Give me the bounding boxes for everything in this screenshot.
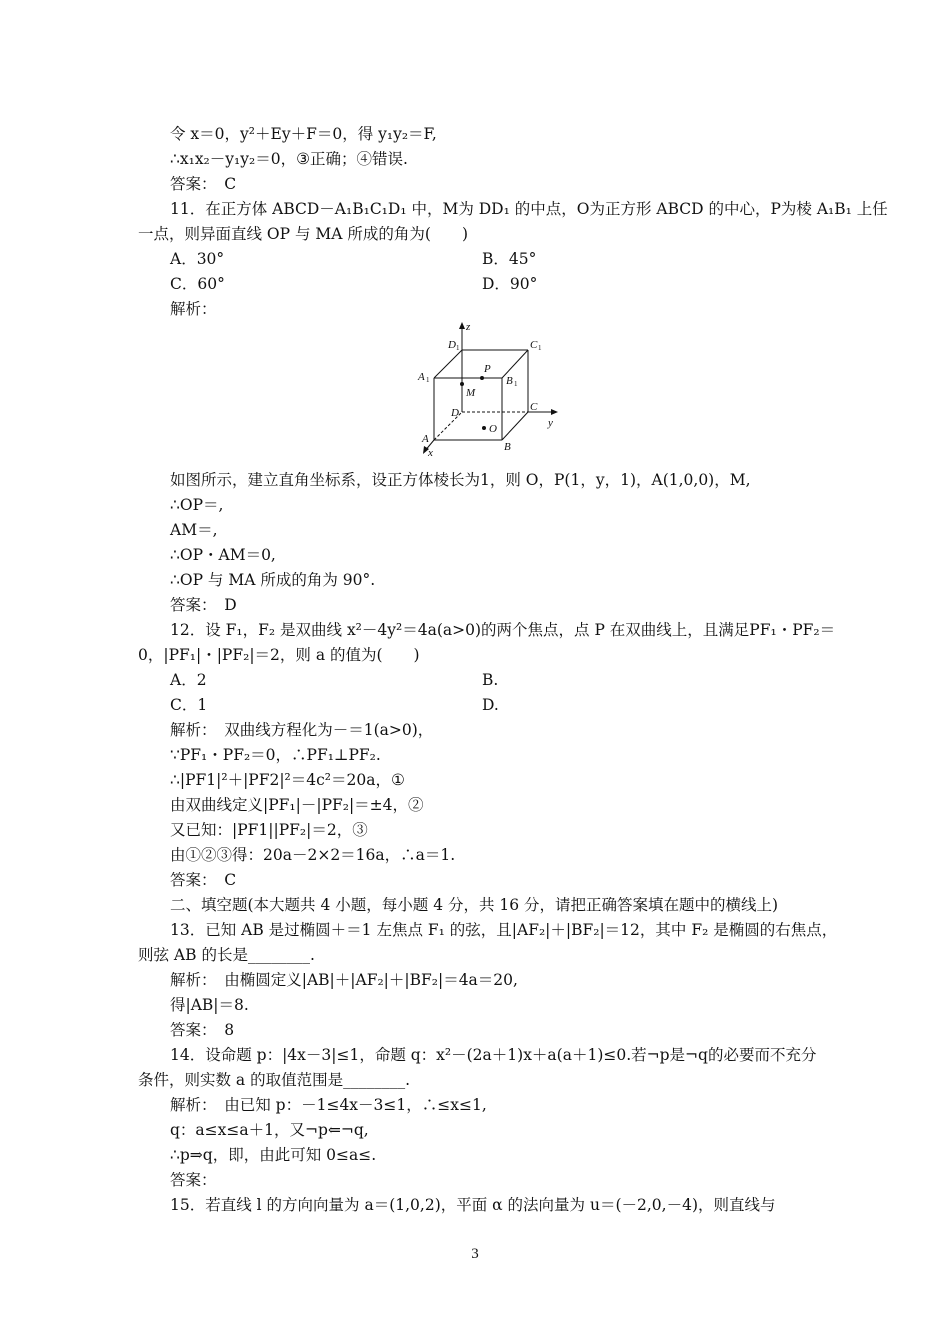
option-b: B．45° [482,250,537,268]
answer-line: 答案： D [170,596,237,614]
svg-text:D: D [448,339,456,351]
svg-text:D: D [451,407,459,419]
svg-text:B: B [506,375,513,387]
answer-line: 答案： C [170,871,237,889]
text-line: ∴OP・AM＝0, [170,546,276,564]
analysis-label: 解析： [170,300,217,318]
svg-text:y: y [548,417,553,429]
svg-text:1: 1 [538,344,542,352]
svg-text:x: x [428,447,433,458]
svg-text:M: M [466,387,476,399]
svg-text:B: B [504,441,511,453]
text-line: 得|AB|＝8. [170,996,249,1014]
svg-text:z: z [466,321,471,333]
text-line: 条件，则实数 a 的取值范围是________. [138,1071,411,1089]
option-a: A．2 [170,671,207,689]
svg-text:O: O [489,423,497,435]
answer-line: 答案： 8 [170,1021,235,1039]
text-line: 由①②③得：20a－2×2＝16a，∴a＝1. [170,846,456,864]
answer-line: 答案： [170,1171,217,1189]
text-line: ∵PF₁・PF₂＝0，∴PF₁⊥PF₂. [170,746,381,764]
text-line: q：a≤x≤a＋1，又¬p⇐¬q, [170,1121,369,1139]
text-line: 解析： 双曲线方程化为－＝1(a>0)， [170,721,434,739]
section-heading: 二、填空题(本大题共 4 小题，每小题 4 分，共 16 分，请把正确答案填在题中的横线上) [170,896,779,914]
text-line: 又已知：|PF1||PF₂|＝2，③ [170,821,368,839]
question-12: 12．设 F₁，F₂ 是双曲线 x²－4y²＝4a(a>0)的两个焦点，点 P 在双曲线上，且满足PF₁・PF₂＝ [170,621,836,639]
text-line: 解析： 由已知 p：－1≤4x－3≤1，∴≤x≤1, [170,1096,487,1114]
text-line: ∴|PF1|²＋|PF2|²＝4c²＝20a，① [170,771,405,789]
text-line: 如图所示，建立直角坐标系，设正方体棱长为1，则 O，P(1，y，1)，A(1,0,0)，M, [170,471,751,489]
answer-line: 答案： C [170,175,237,193]
question-11: 11．在正方体 ABCD－A₁B₁C₁D₁ 中，M为 DD₁ 的中点，O为正方形 ABCD 的中心，P为棱 A₁B₁ 上任 [170,200,888,218]
svg-text:A: A [422,433,429,445]
question-14: 14．设命题 p：|4x－3|≤1，命题 q：x²－(2a＋1)x＋a(a＋1)≤0.若¬p是¬q的必要而不充分 [170,1046,817,1064]
text-line: 一点，则异面直线 OP 与 MA 所成的角为( ) [138,225,469,243]
option-d: D．90° [482,275,538,293]
svg-text:A: A [418,371,425,383]
text-line: 令 x＝0，y²＋Ey＋F＝0，得 y₁y₂＝F, [170,125,437,143]
svg-text:1: 1 [426,376,430,384]
cube-figure [410,318,570,458]
svg-text:C: C [530,339,538,351]
svg-text:1: 1 [456,344,460,352]
text-line: 则弦 AB 的长是________. [138,946,315,964]
question-13: 13．已知 AB 是过椭圆＋＝1 左焦点 F₁ 的弦，且|AF₂|＋|BF₂|＝12，其中 F₂ 是椭圆的右焦点， [170,921,838,939]
text-line: ∴OP＝, [170,496,224,514]
question-15: 15．若直线 l 的方向向量为 a＝(1,0,2)，平面 α 的法向量为 u＝(－2,0,－4)，则直线与 [170,1196,776,1214]
text-line: ∴p⇒q，即，由此可知 0≤a≤. [170,1146,377,1164]
option-c: C．60° [170,275,225,293]
option-d: D. [482,696,499,714]
page-number: 3 [471,1246,479,1262]
text-line: 解析： 由椭圆定义|AB|＋|AF₂|＋|BF₂|＝4a＝20, [170,971,518,989]
svg-text:C: C [530,401,538,413]
text-line: ∴x₁x₂－y₁y₂＝0，③正确；④错误. [170,150,408,168]
svg-text:1: 1 [514,380,518,388]
svg-text:P: P [484,363,491,375]
text-line: ∴OP 与 MA 所成的角为 90°. [170,571,376,589]
text-line: 由双曲线定义|PF₁|－|PF₂|＝±4，② [170,796,424,814]
text-line: AM＝, [170,521,218,539]
text-line: 0，|PF₁|・|PF₂|＝2，则 a 的值为( ) [138,646,420,664]
option-a: A．30° [170,250,225,268]
option-c: C．1 [170,696,208,714]
option-b: B. [482,671,499,689]
